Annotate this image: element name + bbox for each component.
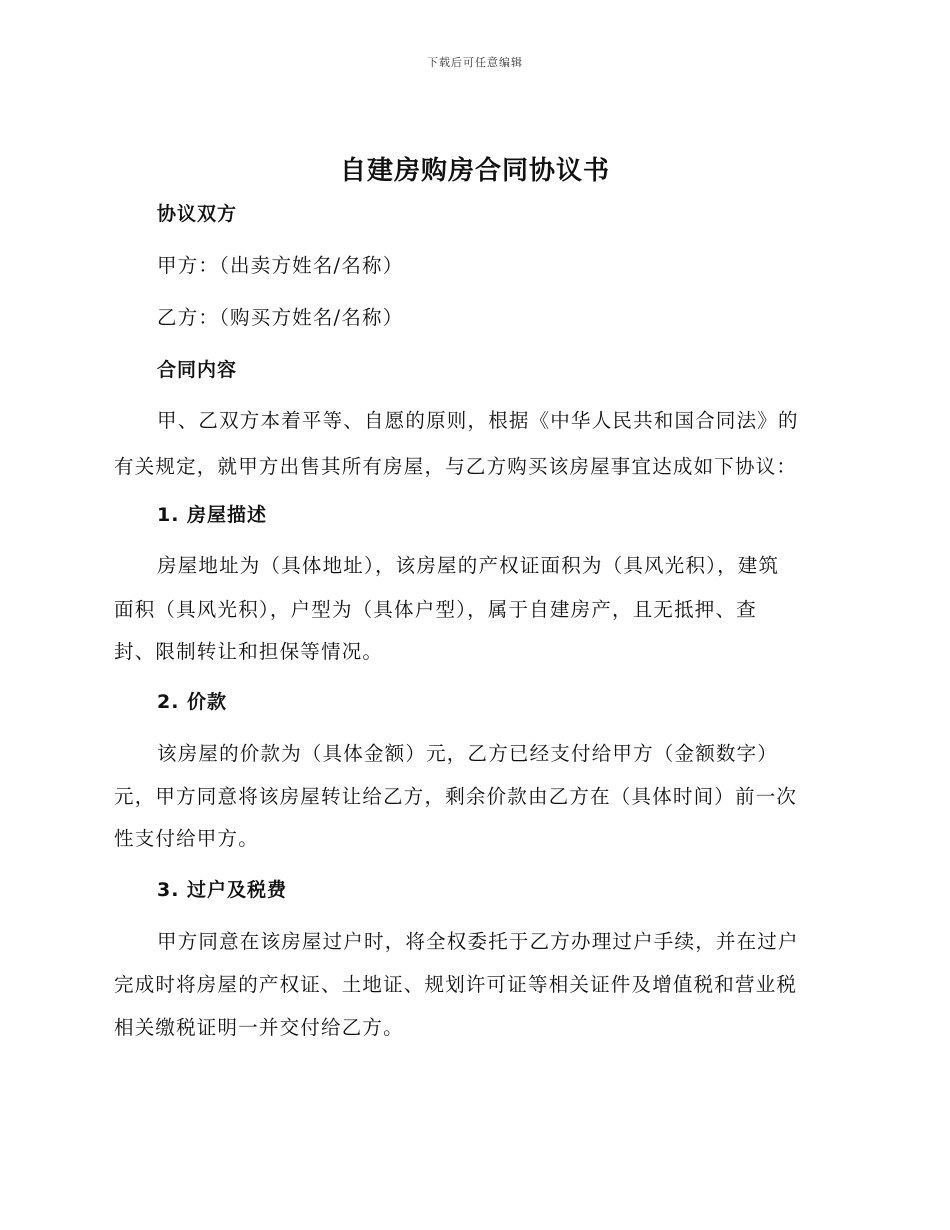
section-1-line: 房屋地址为（具体地址），该房屋的产权证面积为（具风光积），建筑 bbox=[157, 554, 780, 577]
section-heading-price: 2. 价款 bbox=[157, 691, 228, 713]
section-2-line: 元，甲方同意将该房屋转让给乙方，剩余价款由乙方在（具体时间）前一次 bbox=[114, 785, 798, 808]
party-b-line: 乙方：（购买方姓名/名称） bbox=[157, 306, 404, 329]
header-note: 下载后可任意编辑 bbox=[427, 56, 523, 69]
party-a-line: 甲方：（出卖方姓名/名称） bbox=[157, 254, 404, 277]
section-3-line: 甲方同意在该房屋过户时，将全权委托于乙方办理过户手续，并在过户 bbox=[157, 930, 799, 953]
section-1-line: 面积（具风光积），户型为（具体户型），属于自建房产，且无抵押、查 bbox=[114, 598, 757, 621]
section-heading-house-description: 1. 房屋描述 bbox=[157, 504, 268, 526]
contract-heading: 合同内容 bbox=[157, 359, 238, 381]
section-2-line: 该房屋的价款为（具体金额）元，乙方已经支付给甲方（金额数字） bbox=[157, 742, 779, 765]
contract-intro-line: 有关规定，就甲方出售其所有房屋，与乙方购买该房屋事宜达成如下协议： bbox=[114, 455, 798, 478]
section-3-line: 相关缴税证明一并交付给乙方。 bbox=[114, 1016, 404, 1039]
section-2-line: 性支付给甲方。 bbox=[114, 827, 259, 850]
section-heading-transfer-and-taxes: 3. 过户及税费 bbox=[157, 879, 288, 901]
contract-intro-line: 甲、乙双方本着平等、自愿的原则，根据《中华人民共和国合同法》的 bbox=[157, 409, 799, 432]
document-title: 自建房购房合同协议书 bbox=[339, 156, 610, 186]
section-3-line: 完成时将房屋的产权证、土地证、规划许可证等相关证件及增值税和营业税 bbox=[114, 973, 798, 996]
section-1-line: 封、限制转让和担保等情况。 bbox=[114, 640, 384, 663]
parties-heading: 协议双方 bbox=[157, 203, 238, 225]
